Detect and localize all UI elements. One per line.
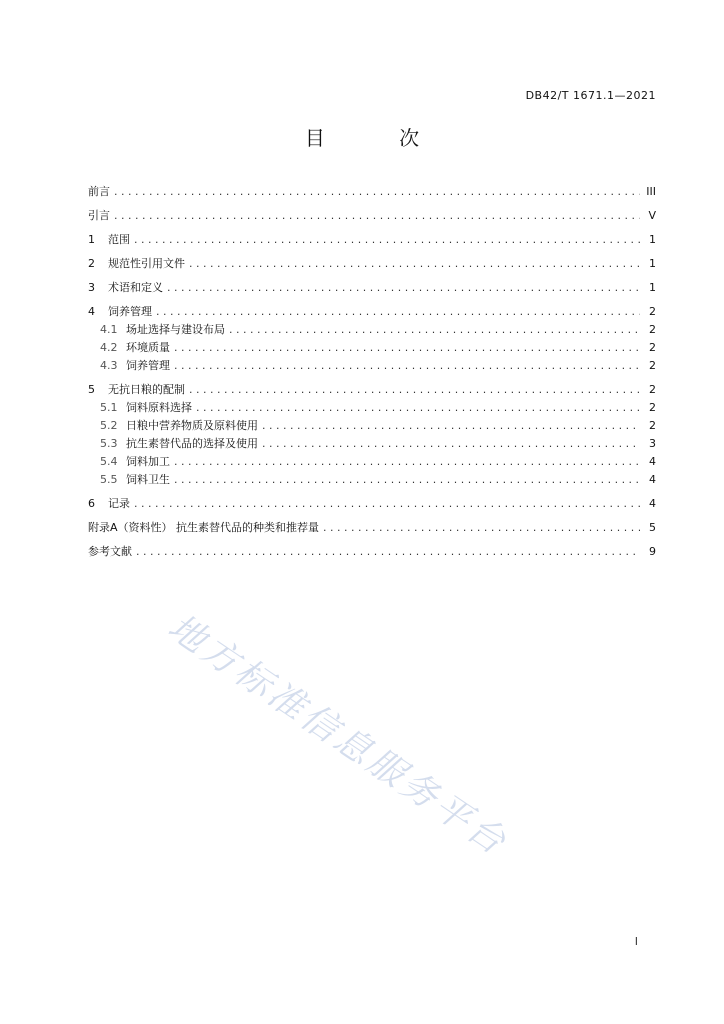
toc-entry-title: 饲养管理 (108, 305, 152, 318)
toc-entry-number: 3 (88, 281, 95, 294)
toc-entry-title: 引言 (88, 209, 110, 222)
toc-dot-leader (134, 234, 640, 246)
toc-dot-leader (262, 420, 640, 432)
toc-entry[interactable] (88, 342, 656, 360)
toc-entry[interactable] (88, 456, 656, 474)
toc-dot-leader (136, 546, 640, 558)
toc-entry-page: 2 (649, 383, 656, 396)
toc-entry-page: 4 (649, 473, 656, 486)
toc-entry-page: 2 (649, 305, 656, 318)
toc-entry-title: 饲料加工 (126, 455, 170, 468)
toc-entry-title: 场址选择与建设布局 (126, 323, 225, 336)
toc-dot-leader (134, 498, 640, 510)
toc-entry-page: 5 (649, 521, 656, 534)
toc-entry-title: 无抗日粮的配制 (108, 383, 185, 396)
toc-entry-title: 环境质量 (126, 341, 170, 354)
toc-entry-page: 2 (649, 401, 656, 414)
toc-entry-title: 附录A（资料性） 抗生素替代品的种类和推荐量 (88, 521, 320, 534)
toc-entry-number: 5.3 (100, 437, 118, 450)
toc-entry-number: 4.2 (100, 341, 118, 354)
toc-entry-title: 记录 (108, 497, 130, 510)
toc-entry[interactable] (88, 282, 656, 300)
toc-entry[interactable] (88, 474, 656, 492)
toc-entry-title: 前言 (88, 185, 110, 198)
toc-entry-number: 5.1 (100, 401, 118, 414)
toc-entry-page: 4 (649, 455, 656, 468)
toc-dot-leader (174, 456, 640, 468)
toc-entry[interactable] (88, 234, 656, 252)
toc-entry[interactable] (88, 498, 656, 516)
toc-entry-number: 6 (88, 497, 95, 510)
toc-entry[interactable] (88, 360, 656, 378)
toc-entry-page: 3 (649, 437, 656, 450)
toc-entry[interactable] (88, 384, 656, 402)
toc-entry-title: 规范性引用文件 (108, 257, 185, 270)
toc-dot-leader (323, 522, 640, 534)
toc-dot-leader (156, 306, 640, 318)
page-title: 目 次 (304, 126, 454, 150)
toc-entry-page: 9 (649, 545, 656, 558)
toc-entry-title: 饲料原料选择 (126, 401, 192, 414)
toc-entry-number: 4.3 (100, 359, 118, 372)
toc-entry[interactable] (88, 258, 656, 276)
toc-entry-page: 2 (649, 419, 656, 432)
toc-entry-number: 4 (88, 305, 95, 318)
toc-entry[interactable] (88, 186, 656, 204)
toc-entry-title: 饲料卫生 (126, 473, 170, 486)
toc-dot-leader (189, 384, 640, 396)
toc-entry-number: 1 (88, 233, 95, 246)
toc-dot-leader (196, 402, 640, 414)
toc-entry[interactable] (88, 210, 656, 228)
toc-dot-leader (262, 438, 640, 450)
toc-entry-page: 2 (649, 359, 656, 372)
toc-entry-page: 1 (649, 257, 656, 270)
toc-entry[interactable] (88, 522, 656, 540)
toc-entry-page: 1 (649, 233, 656, 246)
toc-entry[interactable] (88, 438, 656, 456)
toc-entry[interactable] (88, 402, 656, 420)
toc-entry-number: 5.4 (100, 455, 118, 468)
toc-entry[interactable] (88, 546, 656, 564)
watermark: 地方标准信息服务平台 (160, 606, 516, 865)
toc-entry[interactable] (88, 324, 656, 342)
page-number: I (634, 935, 638, 948)
toc-dot-leader (114, 210, 640, 222)
toc-entry[interactable] (88, 420, 656, 438)
toc-entry-page: 1 (649, 281, 656, 294)
toc-entry-page: III (646, 185, 656, 198)
toc-entry-page: 4 (649, 497, 656, 510)
toc-dot-leader (174, 342, 640, 354)
toc-entry-title: 术语和定义 (108, 281, 163, 294)
toc-entry-title: 范围 (108, 233, 130, 246)
toc-entry-page: 2 (649, 341, 656, 354)
toc-dot-leader (189, 258, 640, 270)
toc-dot-leader (114, 186, 640, 198)
toc-entry-title: 饲养管理 (126, 359, 170, 372)
toc-dot-leader (174, 360, 640, 372)
toc-entry-number: 4.1 (100, 323, 118, 336)
toc-entry[interactable] (88, 306, 656, 324)
toc-dot-leader (174, 474, 640, 486)
toc-entry-number: 5.5 (100, 473, 118, 486)
toc-entry-page: 2 (649, 323, 656, 336)
toc-entry-page: V (648, 209, 656, 222)
toc-entry-title: 日粮中营养物质及原料使用 (126, 419, 258, 432)
toc-entry-title: 参考文献 (88, 545, 132, 558)
toc-entry-number: 2 (88, 257, 95, 270)
table-of-contents (88, 186, 656, 564)
toc-entry-number: 5.2 (100, 419, 118, 432)
toc-entry-number: 5 (88, 383, 95, 396)
toc-entry-title: 抗生素替代品的选择及使用 (126, 437, 258, 450)
doc-code: DB42/T 1671.1—2021 (525, 89, 656, 102)
toc-dot-leader (167, 282, 640, 294)
toc-dot-leader (229, 324, 640, 336)
